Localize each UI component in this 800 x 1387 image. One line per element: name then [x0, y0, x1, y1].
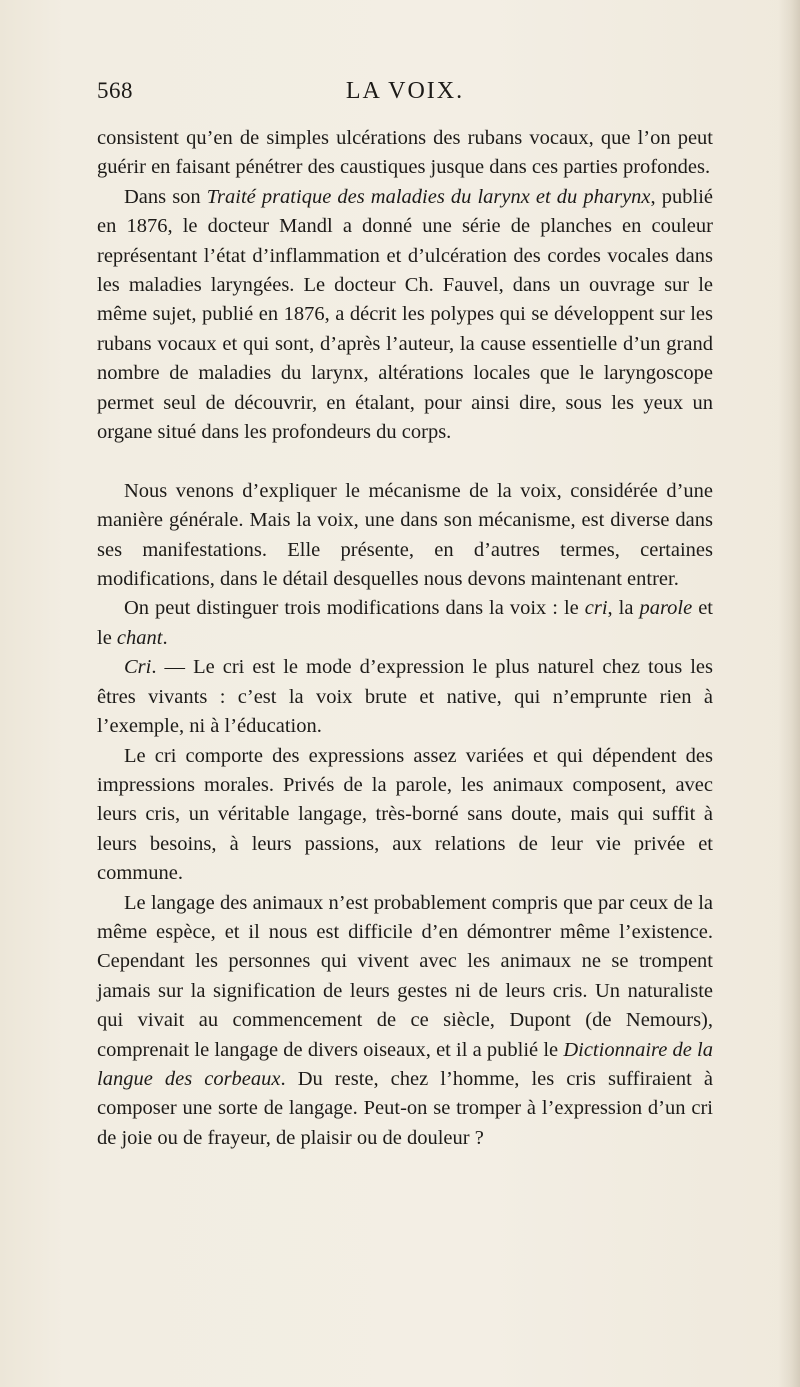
text-run: , la — [607, 597, 640, 620]
paragraph-3 — [97, 477, 713, 595]
page-edge-shadow — [778, 0, 800, 1387]
page-number: 568 — [97, 78, 133, 103]
text-run: Le langage des animaux n’est probablement compris que par ceux de la même espèce, et il nous est difficile d’en démontrer même l’existence. Cependant les personnes qui vivent avec les animaux ne se trompent jamais sur la signification de leurs gestes ni de leurs cris. Un naturaliste qui vivait au commencement de ce siècle, Dupont (de Nemours), comprenait le langage de divers oiseaux, et il a publié le — [97, 891, 713, 1061]
text-run: On peut distinguer trois modifications dans la voix : le — [124, 597, 585, 620]
italic-text: cri — [584, 597, 608, 620]
italic-text: parole — [639, 597, 693, 620]
text-run: Dans son — [124, 185, 207, 208]
paragraph-1 — [97, 124, 713, 183]
text-run: . — Le cri est le mode d’expression le plus naturel chez tous les êtres vivants : c’est la voix brute et native, qui n’emprunte rien à l’exemple, ni à l’éducation. — [97, 656, 713, 738]
italic-text: Cri — [124, 656, 152, 679]
text-run: consistent qu’en de simples ulcérations des rubans vocaux, que l’on peut guérir en faisant pénétrer des caustiques jusque dans ces parties profondes. — [97, 127, 713, 179]
body-text — [97, 124, 713, 1153]
text-run: Nous venons d’expliquer le mécanisme de la voix, considérée d’une manière générale. Mais la voix, une dans son mécanisme, est diverse dans ses manifestations. Elle présente, en d’autres termes, certaines modifications, dans le détail desquelles nous devons maintenant entrer. — [97, 479, 713, 591]
paragraph-2 — [97, 183, 713, 448]
paragraph-4 — [97, 594, 713, 653]
paragraph-7 — [97, 889, 713, 1154]
paragraph-6 — [97, 742, 713, 889]
text-run: , publié en 1876, le docteur Mandl a donné une série de planches en couleur représentant l’état d’inflammation et d’ulcération des cordes vocales dans les maladies laryngées. Le docteur Ch. Fauvel, dans un ouvrage sur le même sujet, publié en 1876, a décrit les polypes qui se développent sur les rubans vocaux et qui sont, d’après l’auteur, la cause essentielle d’un grand nombre de maladies du larynx, altérations locales que le laryngoscope permet seul de découvrir, en étalant, pour ainsi dire, sous les yeux un organe situé dans les profondeurs du corps. — [97, 185, 713, 444]
italic-text: Traité pratique des maladies du larynx et du pharynx — [206, 185, 651, 208]
text-run: . — [162, 626, 168, 649]
running-head — [97, 78, 713, 112]
text-run: . Du reste, chez l’homme, les cris suffiraient à composer une sorte de langage. Peut-on se tromper à l’expression d’un cri de joie ou de frayeur, de plaisir ou de douleur ? — [97, 1067, 713, 1149]
running-title: LA VOIX. — [345, 78, 465, 104]
italic-text: Dictionnaire de la langue des corbeaux — [97, 1038, 713, 1090]
italic-text: chant — [116, 626, 163, 649]
text-run: et le — [97, 597, 713, 649]
paragraph-5 — [97, 653, 713, 741]
text-run: Le cri comporte des expressions assez variées et qui dépendent des impressions morales. Privés de la parole, les animaux composent, avec leurs cris, un véritable langage, très-borné sans doute, mais qui suffit à leurs besoins, à leurs passions, aux relations de leur vie privée et commune. — [97, 744, 713, 885]
